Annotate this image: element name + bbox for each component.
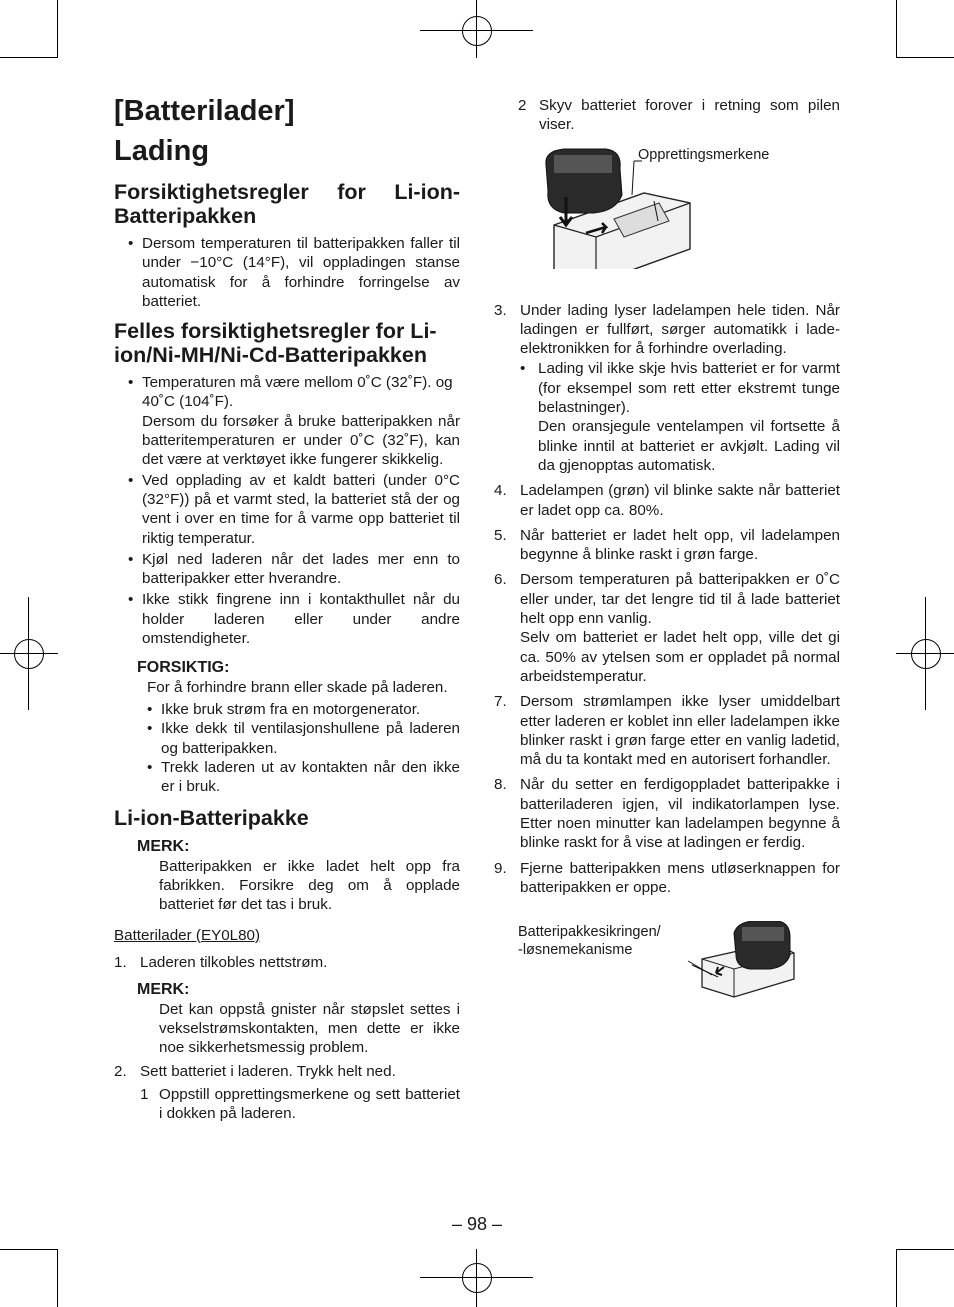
step-number: 2. <box>114 1063 127 1081</box>
section-heading: Forsiktighetsregler for Li-ion-Batteripakken <box>114 180 460 228</box>
list-item-text: Den oransjegule ventelampen vil fortsette å blinke inntil at batteriet er avkjølt. Lading vil da gjenopptas automatisk. <box>538 418 840 474</box>
step-text: Skyv batteriet forover i retning som pilen viser. <box>539 97 840 134</box>
list-item: • Trekk laderen ut av kontakten når den ikke er i bruk. <box>147 758 460 797</box>
step-number: 7. <box>494 693 507 711</box>
caution-box <box>114 658 460 796</box>
sub-step <box>140 1085 460 1124</box>
step-number: 1. <box>114 953 127 971</box>
list-item-text: Dersom du forsøker å bruke batteripakken når batteritemperaturen er under 0˚C (32˚F), kan det være at verktøyet ikke fungerer skikkelig. <box>142 412 460 469</box>
list-item-text: • Temperaturen må være mellom 0˚C (32˚F). og 40˚C (104˚F). <box>142 374 453 411</box>
page-number: – 98 – <box>451 1214 503 1234</box>
step-text: Når du setter en ferdigoppladet batteripakke i batteriladeren igjen, vil indikatorlampen lyse. Etter noen minutter kan ladelampen begynne å blinke raskt for å vise at ladingen er ferdig. <box>520 776 840 852</box>
step-number: 3. <box>494 301 507 319</box>
step-number: 5. <box>494 526 507 544</box>
step-text: Selv om batteriet er ladet helt opp, ville det gi ca. 50% av ytelsen som er oppladet på normal arbeidstemperatur. <box>520 629 840 685</box>
list-item: • Ved opplading av et kaldt batteri (under 0°C (32°F)) på et varmt sted, la batteriet stå der og vent i over en time for å varme opp batteriet til riktig temperatur. <box>128 471 460 548</box>
step-number: 4. <box>494 482 507 500</box>
model-link: Batterilader (EY0L80) <box>114 926 261 944</box>
sub-step <box>518 96 840 135</box>
list-item <box>128 373 460 469</box>
step-text: Fjerne batteripakken mens utløserknappen for batteripakken er oppe. <box>520 859 840 896</box>
note-text: Det kan oppstå gnister når støpslet settes i vekselstrømskontakten, men dette er ikke noe sikkerhetsmessig problem. <box>159 1000 460 1057</box>
list-item: • Dersom temperaturen til batteripakken faller til under −10°C (14°F), vil oppladingen stanse automatisk for å forhindre forringelse av batteriet. <box>128 234 460 311</box>
list-item <box>520 359 840 475</box>
figure-label: Opprettingsmerkene <box>638 146 770 163</box>
list-item: • Ikke dekk til ventilasjonshullene på laderen og batteripakken. <box>147 719 460 758</box>
caution-label: FORSIKTIG: <box>137 659 230 677</box>
step-number: 8. <box>494 776 507 794</box>
step-number: 2 <box>518 97 527 114</box>
note-label: MERK: <box>137 838 190 856</box>
section-heading: Felles forsiktighetsregler for Li-ion/Ni-MH/Ni-Cd-Batteripakken <box>114 319 437 368</box>
step <box>494 692 840 769</box>
step-text: Ladelampen (grøn) vil blinke sakte når batteriet er ladet opp ca. 80%. <box>520 482 840 519</box>
figure-label-line: -løsnemekanisme <box>518 942 633 959</box>
step <box>114 953 460 972</box>
step-number: 1 <box>140 1085 149 1103</box>
step-text: Sett batteriet i laderen. Trykk helt ned. <box>140 1063 396 1081</box>
step <box>494 481 840 520</box>
step <box>494 570 840 686</box>
step-text: Dersom temperaturen på batteripakken er 0˚C eller under, tar det lengre tid til å lade batteriet helt opp enn vanlig. <box>520 571 840 628</box>
caution-text: For å forhindre brann eller skade på laderen. <box>147 678 448 696</box>
note-label: MERK: <box>137 981 190 999</box>
step-text: Når batteriet er ladet helt opp, vil ladelampen begynne å blinke raskt i grøn farge. <box>520 526 840 564</box>
note-text: Batteripakken er ikke ladet helt opp fra fabrikken. Forsikre deg om å opplade batteriet før det tas i bruk. <box>159 857 460 914</box>
step-number: 6. <box>494 571 507 589</box>
list-item: • Kjøl ned laderen når det lades mer enn to batteripakker etter hverandre. <box>128 550 460 589</box>
page-title: [Batterilader] <box>114 95 295 127</box>
step <box>494 526 840 565</box>
step-text: Laderen tilkobles nettstrøm. <box>140 953 328 971</box>
section-heading: Li-ion-Batteripakke <box>114 806 309 831</box>
step-text: Dersom strømlampen ikke lyser umiddelbart etter laderen er koblet inn eller ladelampen ikke blinker raskt i grøn farge etter en vanlig ladetid, må du ta kontakt med en autorisert forhandler. <box>520 693 840 769</box>
step <box>114 1062 460 1081</box>
charger-figure-2 <box>494 921 840 1001</box>
step-text: Under lading lyser ladelampen hele tiden. Når ladingen er fullført, sørger automatikk i lade-elektronikken for å forhindre overlading. <box>520 301 840 358</box>
page-subtitle: Lading <box>114 135 210 167</box>
step <box>494 301 840 476</box>
step <box>494 859 840 898</box>
figure-label <box>518 923 661 959</box>
list-item: • Ikke stikk fingrene inn i kontakthullet når du holder laderen eller under andre omstendigheter. <box>128 590 460 648</box>
list-item-text: • Lading vil ikke skje hvis batteriet er for varmt (for eksempel som rett etter ekstremt tunge belastninger). <box>538 360 840 417</box>
list-item: • Ikke bruk strøm fra en motorgenerator. <box>147 700 460 719</box>
step <box>494 775 840 852</box>
charger-figure-1 <box>494 141 840 269</box>
step-text: Oppstill opprettingsmerkene og sett batteriet i dokken på laderen. <box>159 1085 460 1122</box>
step-number: 9. <box>494 859 507 877</box>
figure-label-line: Batteripakkesikringen/ <box>518 924 661 941</box>
